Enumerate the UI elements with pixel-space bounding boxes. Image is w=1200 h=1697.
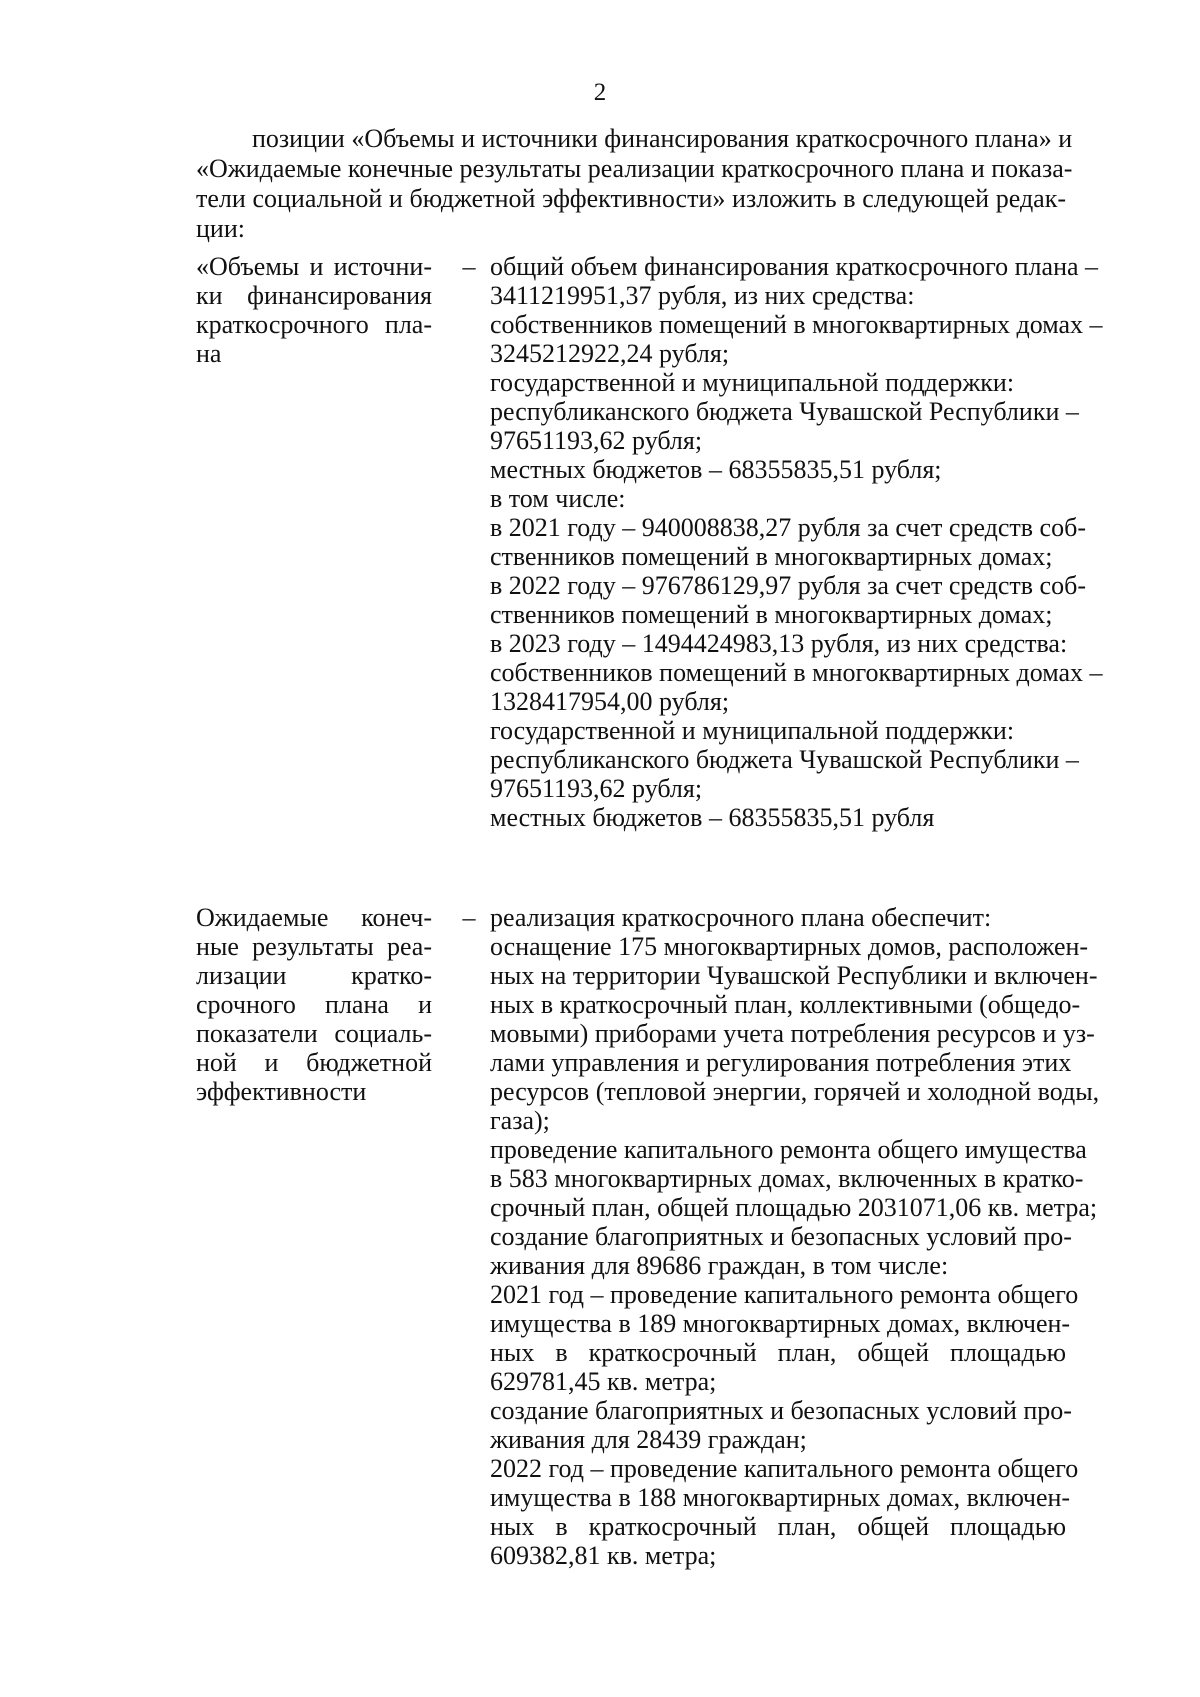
intro-paragraph [196, 124, 1073, 244]
label-line: ки финансирования [196, 281, 432, 310]
content-line: общий объем финансирования краткосрочного плана – [490, 252, 1099, 281]
content-line: собственников помещений в многоквартирных домах – [490, 658, 1103, 687]
label-line: показатели социаль- [196, 1019, 432, 1048]
content-line: реализация краткосрочного плана обеспечит: [490, 903, 992, 932]
content-line: государственной и муниципальной поддержки: [490, 368, 1015, 397]
content-line: живания для 89686 граждан, в том числе: [490, 1251, 949, 1280]
content-line: в 583 многоквартирных домах, включенных в кратко- [490, 1164, 1084, 1193]
content-line: республиканского бюджета Чувашской Республики – [490, 397, 1079, 426]
label-line: лизации кратко- [196, 961, 432, 990]
results-dash: – [462, 903, 476, 932]
intro-line: тели социальной и бюджетной эффективности» изложить в следующей редак- [196, 184, 1066, 213]
financing-section [196, 252, 1103, 852]
content-line: 609382,81 кв. метра; [490, 1541, 717, 1570]
content-line: проведение капитального ремонта общего имущества [490, 1135, 1087, 1164]
content-line: местных бюджетов – 68355835,51 рубля; [490, 455, 942, 484]
results-section [196, 903, 1100, 1603]
content-line: имущества в 189 многоквартирных домах, включен- [490, 1309, 1071, 1338]
content-line: ресурсов (тепловой энергии, горячей и холодной воды, [490, 1077, 1100, 1106]
content-line: оснащение 175 многоквартирных домов, расположен- [490, 932, 1089, 961]
content-line: газа); [490, 1106, 550, 1135]
content-line: создание благоприятных и безопасных условий про- [490, 1222, 1072, 1251]
label-line: срочного плана и [196, 990, 432, 1019]
label-line: ные результаты реа- [196, 932, 432, 961]
content-line: республиканского бюджета Чувашской Республики – [490, 745, 1079, 774]
content-line: ственников помещений в многоквартирных домах; [490, 600, 1053, 629]
label-line: «Объемы и источни- [196, 252, 432, 281]
content-line: ных в краткосрочный план, коллективными (общедо- [490, 990, 1081, 1019]
label-line: эффективности [196, 1077, 367, 1106]
content-line: 629781,45 кв. метра; [490, 1367, 717, 1396]
content-line: 1328417954,00 рубля; [490, 687, 730, 716]
label-line: ной и бюджетной [196, 1048, 432, 1077]
intro-line: ции: [196, 214, 245, 243]
content-line: в 2022 году – 976786129,97 рубля за счет средств соб- [490, 571, 1086, 600]
content-line: 2022 год – проведение капитального ремонта общего [490, 1454, 1079, 1483]
label-line: Ожидаемые конеч- [196, 903, 432, 932]
content-line: 2021 год – проведение капитального ремонта общего [490, 1280, 1079, 1309]
content-line: живания для 28439 граждан; [490, 1425, 807, 1454]
content-line: в том числе: [490, 484, 626, 513]
financing-label [196, 252, 432, 368]
label-line: на [196, 339, 222, 368]
content-line: ственников помещений в многоквартирных домах; [490, 542, 1053, 571]
content-line: 97651193,62 рубля; [490, 774, 703, 803]
content-line: срочный план, общей площадью 2031071,06 кв. метра; [490, 1193, 1098, 1222]
content-line: собственников помещений в многоквартирных домах – [490, 310, 1103, 339]
content-line: создание благоприятных и безопасных условий про- [490, 1396, 1072, 1425]
content-line: 3245212922,24 рубля; [490, 339, 730, 368]
results-content [490, 903, 1100, 1570]
content-line: местных бюджетов – 68355835,51 рубля [490, 803, 935, 832]
financing-dash: – [462, 252, 476, 281]
content-line: ных в краткосрочный план, общей площадью [490, 1512, 1066, 1541]
content-line: ных в краткосрочный план, общей площадью [490, 1338, 1066, 1367]
intro-line: позиции «Объемы и источники финансирования краткосрочного плана» и [252, 124, 1073, 153]
financing-content [490, 252, 1103, 832]
content-line: в 2021 году – 940008838,27 рубля за счет средств соб- [490, 513, 1086, 542]
results-label [196, 903, 432, 1106]
page-number: 2 [593, 79, 607, 106]
content-line: 3411219951,37 рубля, из них средства: [490, 281, 915, 310]
content-line: мовыми) приборами учета потребления ресурсов и уз- [490, 1019, 1095, 1048]
intro-line: «Ожидаемые конечные результаты реализации краткосрочного плана и показа- [196, 154, 1073, 183]
content-line: ных на территории Чувашской Республики и включен- [490, 961, 1098, 990]
content-line: 97651193,62 рубля; [490, 426, 703, 455]
content-line: в 2023 году – 1494424983,13 рубля, из них средства: [490, 629, 1068, 658]
content-line: лами управления и регулирования потребления этих [490, 1048, 1072, 1077]
content-line: государственной и муниципальной поддержки: [490, 716, 1015, 745]
content-line: имущества в 188 многоквартирных домах, включен- [490, 1483, 1071, 1512]
label-line: краткосрочного пла- [196, 310, 432, 339]
